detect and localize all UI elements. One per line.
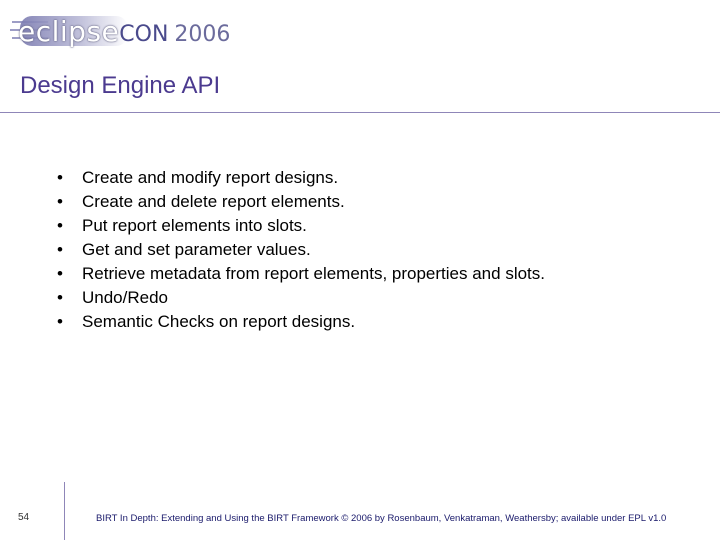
- page-number: 54: [18, 512, 30, 523]
- bullet-item: [54, 238, 545, 262]
- slide-title: Design Engine API: [20, 72, 221, 99]
- bullet-icon: •: [57, 288, 63, 307]
- footer-copyright: BIRT In Depth: Extending and Using the BIRT Framework © 2006 by Rosenbaum, Venkatraman, Weathersby; available under EPL v1.0: [96, 513, 667, 524]
- bullet-item: [54, 214, 545, 238]
- bullet-item: [54, 262, 545, 286]
- bullet-icon: •: [57, 264, 63, 283]
- footer-divider: [64, 482, 65, 540]
- logo-year: 2006: [174, 22, 231, 47]
- bullet-text: Retrieve metadata from report elements, properties and slots.: [82, 264, 545, 283]
- logo-text: [18, 16, 230, 53]
- bullet-text: Get and set parameter values.: [82, 240, 311, 259]
- title-divider: [0, 112, 720, 113]
- bullet-icon: •: [57, 240, 63, 259]
- bullet-icon: •: [57, 168, 63, 187]
- eclipsecon-logo: [8, 8, 231, 56]
- bullet-item: [54, 166, 545, 190]
- bullet-icon: •: [57, 216, 63, 235]
- bullet-item: [54, 190, 545, 214]
- bullet-text: Undo/Redo: [82, 288, 169, 307]
- bullet-text: Create and modify report designs.: [82, 168, 339, 187]
- bullet-text: Put report elements into slots.: [82, 216, 307, 235]
- bullet-list: [54, 166, 545, 334]
- bullet-item: [54, 286, 545, 310]
- bullet-icon: •: [57, 312, 63, 331]
- bullet-text: Create and delete report elements.: [82, 192, 345, 211]
- logo-eclipse-word: eclipse: [18, 15, 120, 48]
- bullet-item: [54, 310, 545, 334]
- logo-con-word: CON: [119, 22, 169, 47]
- bullet-text: Semantic Checks on report designs.: [82, 312, 356, 331]
- bullet-icon: •: [57, 192, 63, 211]
